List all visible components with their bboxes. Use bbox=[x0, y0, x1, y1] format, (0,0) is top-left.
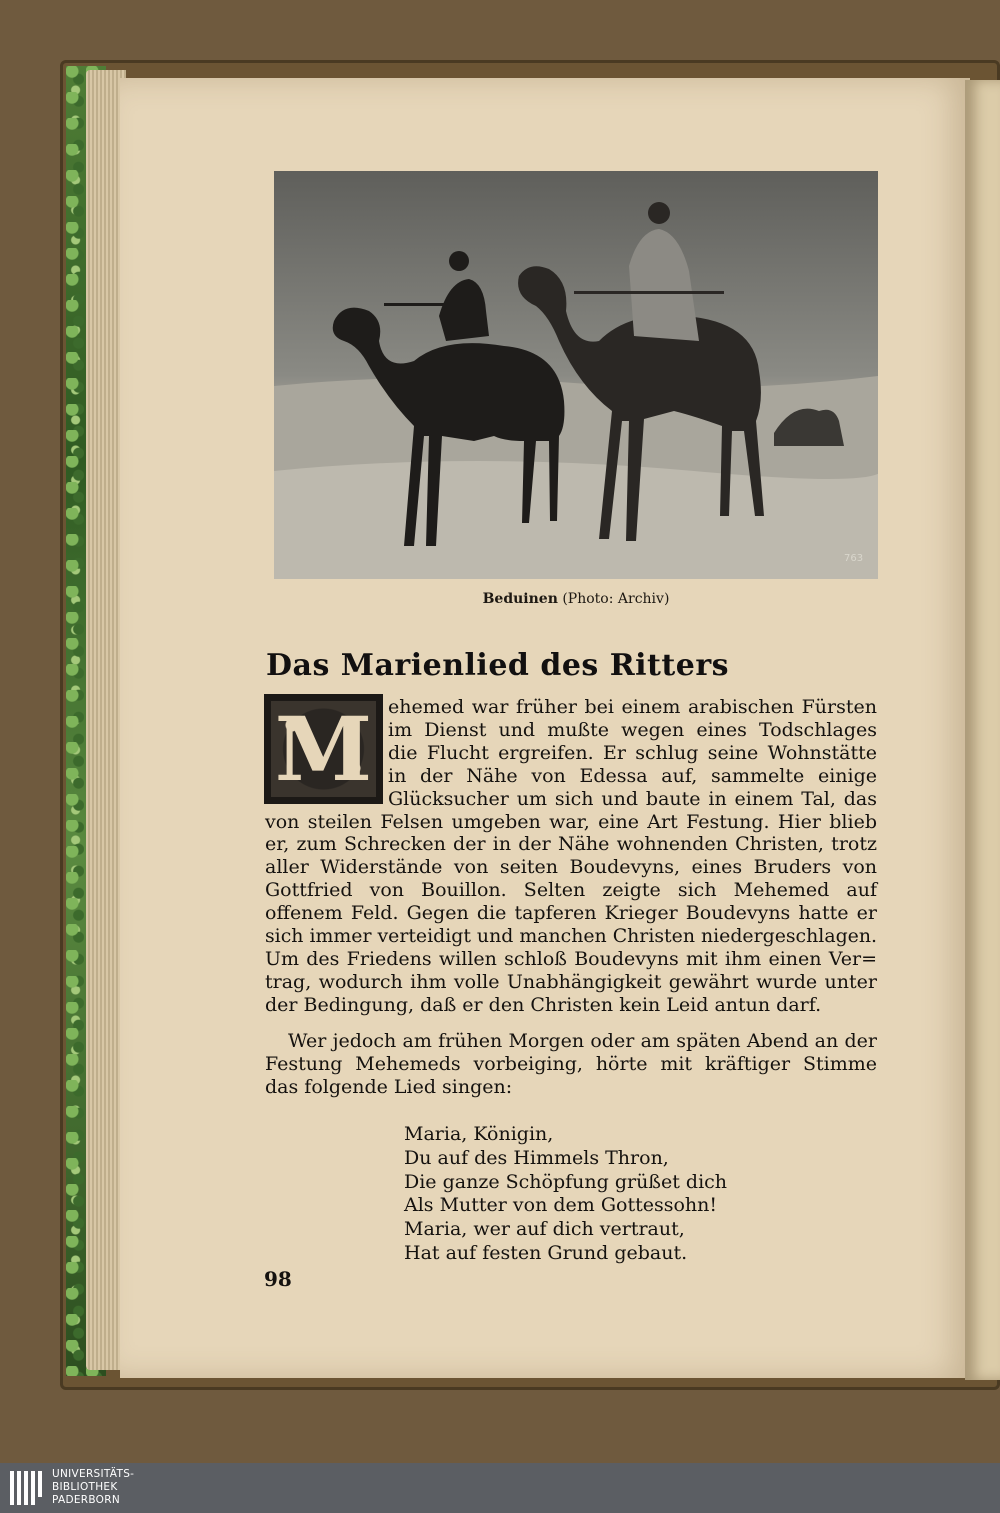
bedouin-photo bbox=[274, 171, 878, 579]
caption-title: Beduinen bbox=[482, 591, 558, 607]
p1-line: von steilen Felsen umgeben war, eine Art Festung. Hier blieb bbox=[265, 810, 877, 833]
facing-page-edge bbox=[965, 80, 1000, 1380]
p2-line: Festung Mehemeds vorbeiging, hörte mit kräftiger Stimme bbox=[265, 1053, 877, 1075]
p1-line: in der Nähe von Edessa auf, sammelte einige bbox=[388, 764, 877, 787]
poem-line: Hat auf festen Grund gebaut. bbox=[404, 1242, 688, 1264]
library-name-line-1: UNIVERSITÄTS- bbox=[52, 1468, 135, 1480]
p1-line: Gottfried von Bouillon. Selten zeigte sich Mehemed auf bbox=[265, 879, 877, 902]
caption-credit: (Photo: Archiv) bbox=[562, 591, 670, 607]
p1-line: Glücksucher um sich und baute in einem Tal, das bbox=[388, 787, 877, 810]
p1-line: ehemed war früher bei einem arabischen Fürsten bbox=[388, 696, 877, 718]
p1-line: offenem Feld. Gegen die tapferen Krieger Boudevyns hatte er bbox=[265, 902, 877, 925]
p1-line: trag, wodurch ihm volle Unabhängigkeit gewährt wurde unter bbox=[265, 970, 877, 993]
p1-line: im Dienst und mußte wegen eines Todschlages bbox=[388, 718, 877, 741]
poem-line: Du auf des Himmels Thron, bbox=[404, 1146, 669, 1169]
poem-line: Maria, Königin, bbox=[404, 1123, 554, 1145]
photo-number: 763 bbox=[844, 553, 864, 564]
p2-line: das folgende Lied singen: bbox=[265, 1076, 513, 1098]
library-footer bbox=[0, 1463, 1000, 1513]
camel-riders-illustration bbox=[274, 171, 878, 579]
poem-line: Die ganze Schöpfung grüßet dich bbox=[404, 1170, 728, 1193]
library-name-line-3: PADERBORN bbox=[52, 1494, 120, 1506]
p1-line: aller Widerstände von seiten Boudevyns, eines Bruders von bbox=[265, 856, 877, 879]
poem-line: Als Mutter von dem Gottessohn! bbox=[404, 1194, 718, 1217]
chapter-title: Das Marienlied des Ritters bbox=[266, 648, 730, 683]
p1-line: der Bedingung, daß er den Christen kein Leid antun darf. bbox=[265, 993, 822, 1016]
initial-letter: M bbox=[274, 697, 373, 801]
poem-line: Maria, wer auf dich vertraut, bbox=[404, 1218, 685, 1241]
library-name-line-2: BIBLIOTHEK bbox=[52, 1481, 118, 1493]
p1-line: sich immer verteidigt und manchen Christen niedergeschlagen. bbox=[265, 925, 877, 947]
library-name bbox=[52, 1468, 134, 1507]
p1-line: Um des Friedens willen schloß Boudevyns mit ihm einen Ver= bbox=[265, 947, 877, 970]
photo-caption bbox=[274, 591, 878, 607]
p1-line: die Flucht ergreifen. Er schlug seine Wohnstätte bbox=[388, 741, 877, 764]
library-logo-icon bbox=[10, 1471, 46, 1505]
p2-line: Wer jedoch am frühen Morgen oder am späten Abend an der bbox=[288, 1030, 877, 1052]
p1-line: er, zum Schrecken der in der Nähe wohnenden Christen, trotz bbox=[265, 833, 877, 856]
page-number: 98 bbox=[264, 1267, 292, 1291]
decorated-initial bbox=[264, 694, 383, 804]
